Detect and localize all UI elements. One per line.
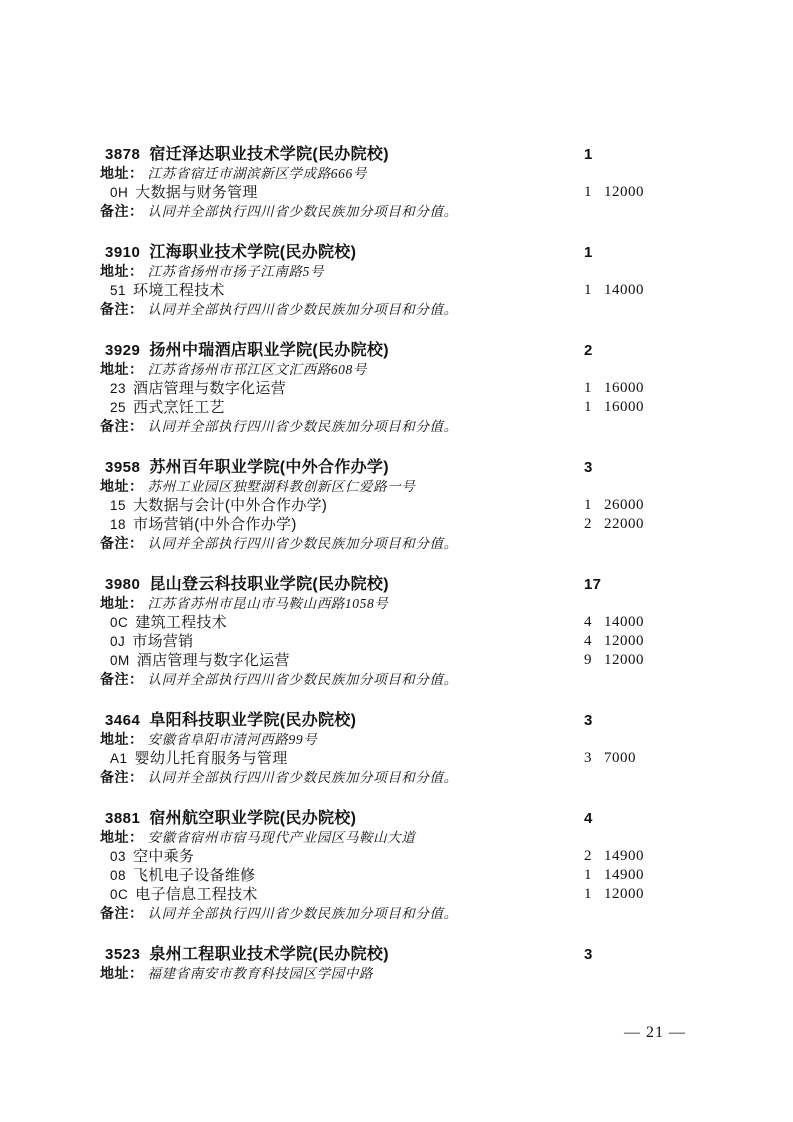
college-name: 宿迁泽达职业技术学院(民办院校) bbox=[149, 146, 389, 163]
remark-label: 备注： bbox=[100, 418, 144, 434]
major-count: 1 bbox=[584, 282, 592, 298]
college-block bbox=[100, 575, 680, 689]
major-row bbox=[100, 885, 680, 904]
major-row bbox=[100, 749, 680, 768]
major-row bbox=[100, 866, 680, 885]
college-remark: 认同并全部执行四川省少数民族加分项目和分值。 bbox=[147, 770, 458, 785]
major-row bbox=[100, 183, 680, 202]
page-number: — 21 — bbox=[624, 1024, 686, 1041]
major-name: 酒店管理与数字化运营 bbox=[133, 380, 287, 397]
college-address: 安徽省阜阳市清河西路99号 bbox=[147, 732, 318, 747]
college-remark: 认同并全部执行四川省少数民族加分项目和分值。 bbox=[147, 419, 458, 434]
major-code: 15 bbox=[110, 498, 127, 513]
college-code: 3464 bbox=[105, 712, 141, 729]
college-block bbox=[100, 711, 680, 787]
major-tuition: 12000 bbox=[604, 886, 644, 902]
college-total-count: 1 bbox=[584, 244, 593, 261]
major-code: 0J bbox=[110, 634, 126, 649]
major-code: A1 bbox=[110, 751, 128, 766]
college-address: 江苏省宿迁市湖滨新区学成路666号 bbox=[147, 166, 367, 181]
address-label: 地址： bbox=[100, 263, 144, 279]
major-count: 2 bbox=[584, 516, 592, 532]
major-name: 婴幼儿托育服务与管理 bbox=[134, 750, 288, 767]
major-row bbox=[100, 515, 680, 534]
college-remark-row bbox=[100, 417, 680, 436]
major-count: 1 bbox=[584, 867, 592, 883]
major-rows bbox=[100, 496, 680, 534]
major-tuition: 12000 bbox=[604, 184, 644, 200]
address-label: 地址： bbox=[100, 965, 144, 981]
remark-label: 备注： bbox=[100, 671, 144, 687]
college-total-count: 3 bbox=[584, 946, 593, 963]
college-address-row bbox=[100, 360, 680, 379]
major-code: 18 bbox=[110, 517, 127, 532]
major-count: 1 bbox=[584, 184, 592, 200]
college-block bbox=[100, 945, 680, 983]
college-address-row bbox=[100, 730, 680, 749]
college-block bbox=[100, 341, 680, 436]
major-name: 电子信息工程技术 bbox=[135, 886, 258, 903]
major-code: 03 bbox=[110, 849, 127, 864]
major-count: 4 bbox=[584, 633, 592, 649]
college-remark-row bbox=[100, 904, 680, 923]
college-name: 昆山登云科技职业学院(民办院校) bbox=[149, 576, 389, 593]
college-address-row bbox=[100, 477, 680, 496]
college-remark: 认同并全部执行四川省少数民族加分项目和分值。 bbox=[147, 672, 458, 687]
major-count: 4 bbox=[584, 614, 592, 630]
college-address-row bbox=[100, 262, 680, 281]
college-block bbox=[100, 458, 680, 553]
college-code: 3958 bbox=[105, 459, 141, 476]
address-label: 地址： bbox=[100, 478, 144, 494]
address-label: 地址： bbox=[100, 731, 144, 747]
major-tuition: 22000 bbox=[604, 516, 644, 532]
major-name: 西式烹饪工艺 bbox=[133, 399, 225, 416]
major-code: 25 bbox=[110, 400, 127, 415]
major-tuition: 12000 bbox=[604, 652, 644, 668]
college-address: 江苏省扬州市扬子江南路5号 bbox=[147, 264, 325, 279]
college-remark-row bbox=[100, 300, 680, 319]
college-total-count: 17 bbox=[584, 576, 602, 593]
major-tuition: 16000 bbox=[604, 380, 644, 396]
college-remark: 认同并全部执行四川省少数民族加分项目和分值。 bbox=[147, 302, 458, 317]
college-code: 3881 bbox=[105, 810, 141, 827]
college-remark: 认同并全部执行四川省少数民族加分项目和分值。 bbox=[147, 906, 458, 921]
college-remark-row bbox=[100, 670, 680, 689]
major-row bbox=[100, 613, 680, 632]
major-tuition: 16000 bbox=[604, 399, 644, 415]
major-name: 酒店管理与数字化运营 bbox=[136, 652, 290, 669]
major-count: 1 bbox=[584, 380, 592, 396]
major-name: 飞机电子设备维修 bbox=[133, 867, 256, 884]
major-name: 市场营销 bbox=[132, 633, 194, 650]
college-address: 苏州工业园区独墅湖科教创新区仁爱路一号 bbox=[147, 479, 416, 494]
major-tuition: 7000 bbox=[604, 750, 636, 766]
college-block bbox=[100, 145, 680, 221]
major-count: 1 bbox=[584, 399, 592, 415]
college-total-count: 2 bbox=[584, 342, 593, 359]
major-rows bbox=[100, 379, 680, 417]
remark-label: 备注： bbox=[100, 203, 144, 219]
college-address: 江苏省扬州市邗江区文汇西路608号 bbox=[147, 362, 367, 377]
college-address-row bbox=[100, 964, 680, 983]
major-row bbox=[100, 496, 680, 515]
college-block bbox=[100, 243, 680, 319]
college-total-count: 3 bbox=[584, 712, 593, 729]
college-address-row bbox=[100, 164, 680, 183]
college-title-row bbox=[100, 341, 680, 360]
college-title-row bbox=[100, 711, 680, 730]
major-tuition: 26000 bbox=[604, 497, 644, 513]
major-code: 0M bbox=[110, 653, 130, 668]
major-rows bbox=[100, 749, 680, 768]
major-code: 08 bbox=[110, 868, 127, 883]
college-address: 安徽省宿州市宿马现代产业园区马鞍山大道 bbox=[147, 830, 416, 845]
major-name: 空中乘务 bbox=[133, 848, 195, 865]
college-code: 3523 bbox=[105, 946, 141, 963]
college-name: 泉州工程职业技术学院(民办院校) bbox=[149, 946, 389, 963]
major-name: 环境工程技术 bbox=[133, 282, 225, 299]
college-code: 3929 bbox=[105, 342, 141, 359]
major-tuition: 14900 bbox=[604, 848, 644, 864]
major-count: 1 bbox=[584, 886, 592, 902]
remark-label: 备注： bbox=[100, 535, 144, 551]
major-code: 23 bbox=[110, 381, 127, 396]
college-address: 福建省南安市教育科技园区学园中路 bbox=[147, 966, 374, 981]
college-list bbox=[100, 145, 680, 1005]
major-row bbox=[100, 847, 680, 866]
major-row bbox=[100, 632, 680, 651]
major-row bbox=[100, 651, 680, 670]
remark-label: 备注： bbox=[100, 905, 144, 921]
college-remark: 认同并全部执行四川省少数民族加分项目和分值。 bbox=[147, 204, 458, 219]
college-name: 苏州百年职业学院(中外合作办学) bbox=[149, 459, 389, 476]
major-name: 建筑工程技术 bbox=[135, 614, 228, 631]
college-total-count: 4 bbox=[584, 810, 593, 827]
major-rows bbox=[100, 183, 680, 202]
remark-label: 备注： bbox=[100, 769, 144, 785]
address-label: 地址： bbox=[100, 595, 144, 611]
college-total-count: 3 bbox=[584, 459, 593, 476]
college-address-row bbox=[100, 828, 680, 847]
college-title-row bbox=[100, 458, 680, 477]
major-tuition: 12000 bbox=[604, 633, 644, 649]
college-remark: 认同并全部执行四川省少数民族加分项目和分值。 bbox=[147, 536, 458, 551]
college-total-count: 1 bbox=[584, 146, 593, 163]
major-name: 大数据与财务管理 bbox=[135, 184, 258, 201]
address-label: 地址： bbox=[100, 361, 144, 377]
college-address: 江苏省苏州市昆山市马鞍山西路1058号 bbox=[147, 596, 389, 611]
major-tuition: 14000 bbox=[604, 282, 644, 298]
college-block bbox=[100, 809, 680, 923]
college-name: 阜阳科技职业学院(民办院校) bbox=[149, 712, 357, 729]
remark-label: 备注： bbox=[100, 301, 144, 317]
major-code: 0C bbox=[110, 615, 129, 630]
college-code: 3878 bbox=[105, 146, 141, 163]
major-name: 大数据与会计(中外合作办学) bbox=[133, 497, 328, 514]
major-tuition: 14900 bbox=[604, 867, 644, 883]
college-name: 扬州中瑞酒店职业学院(民办院校) bbox=[149, 342, 389, 359]
major-rows bbox=[100, 613, 680, 670]
address-label: 地址： bbox=[100, 165, 144, 181]
major-code: 51 bbox=[110, 283, 127, 298]
major-code: 0C bbox=[110, 887, 129, 902]
college-title-row bbox=[100, 145, 680, 164]
college-code: 3980 bbox=[105, 576, 141, 593]
major-rows bbox=[100, 847, 680, 904]
major-row bbox=[100, 398, 680, 417]
college-title-row bbox=[100, 243, 680, 262]
college-remark-row bbox=[100, 202, 680, 221]
college-name: 宿州航空职业学院(民办院校) bbox=[149, 810, 357, 827]
college-remark-row bbox=[100, 534, 680, 553]
address-label: 地址： bbox=[100, 829, 144, 845]
major-count: 3 bbox=[584, 750, 592, 766]
major-row bbox=[100, 281, 680, 300]
college-title-row bbox=[100, 945, 680, 964]
college-code: 3910 bbox=[105, 244, 141, 261]
major-tuition: 14000 bbox=[604, 614, 644, 630]
major-code: 0H bbox=[110, 185, 129, 200]
college-address-row bbox=[100, 594, 680, 613]
major-row bbox=[100, 379, 680, 398]
major-count: 1 bbox=[584, 497, 592, 513]
major-rows bbox=[100, 281, 680, 300]
major-count: 2 bbox=[584, 848, 592, 864]
college-name: 江海职业技术学院(民办院校) bbox=[149, 244, 357, 261]
college-remark-row bbox=[100, 768, 680, 787]
major-name: 市场营销(中外合作办学) bbox=[133, 516, 297, 533]
major-count: 9 bbox=[584, 652, 592, 668]
college-title-row bbox=[100, 575, 680, 594]
college-title-row bbox=[100, 809, 680, 828]
